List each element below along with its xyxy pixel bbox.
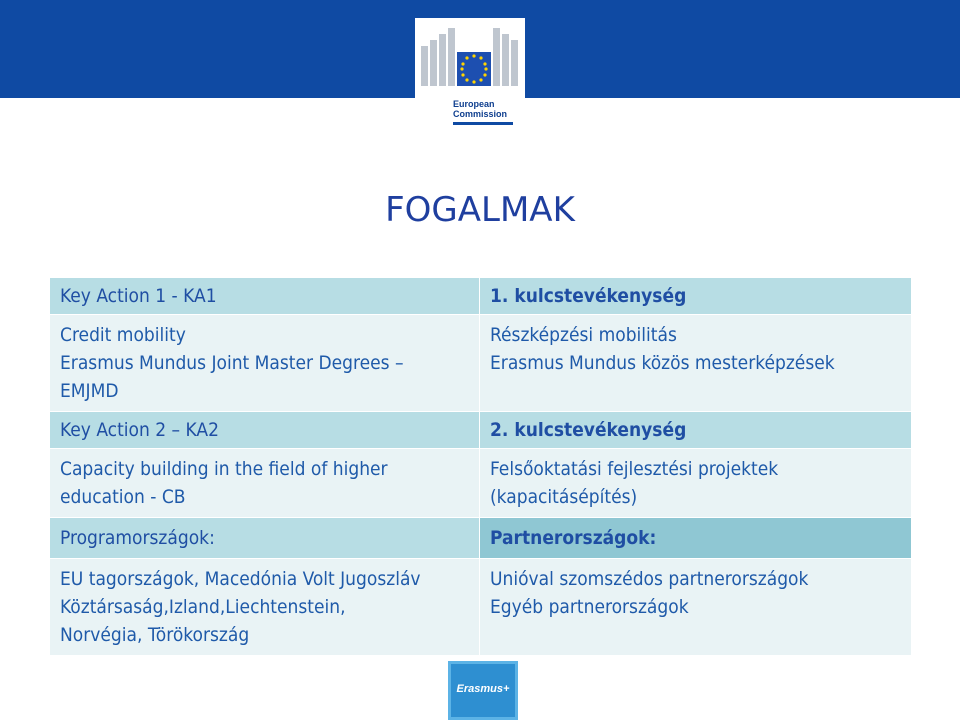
european-commission-logo (415, 18, 525, 130)
logo-text (453, 99, 507, 119)
table-cell-left: EU tagországok, Macedónia Volt Jugoszláv Köztársaság,Izland,Liechtenstein, Norvégia, Törökország (50, 559, 480, 656)
table-row (50, 315, 912, 412)
table-cell-right: Unióval szomszédos partnerországok Egyéb partnerországok (480, 559, 912, 656)
erasmus-plus-label: Erasmus+ (456, 683, 510, 695)
table-row (50, 278, 912, 315)
logo-line-1: European (453, 99, 495, 109)
concepts-table (49, 277, 912, 656)
table-row (50, 449, 912, 518)
table-cell-right: 1. kulcstevékenység (480, 278, 912, 315)
table-cell-right: Részképzési mobilitás Erasmus Mundus közös mesterképzések (480, 315, 912, 412)
table-cell-left: Capacity building in the field of higher education - CB (50, 449, 480, 518)
table-cell-right: Partnerországok: (480, 518, 912, 559)
table-cell-right: 2. kulcstevékenység (480, 412, 912, 449)
erasmus-plus-badge (448, 661, 518, 720)
table-cell-left: Key Action 2 – KA2 (50, 412, 480, 449)
table-cell-left: Credit mobility Erasmus Mundus Joint Master Degrees – EMJMD (50, 315, 480, 412)
page-title: FOGALMAK (385, 190, 575, 230)
table-row (50, 412, 912, 449)
table-cell-right: Felsőoktatási fejlesztési projektek (kapacitásépítés) (480, 449, 912, 518)
table-cell-left: Key Action 1 - KA1 (50, 278, 480, 315)
table-row (50, 518, 912, 559)
logo-underline (453, 122, 513, 125)
table-row (50, 559, 912, 656)
table-cell-left: Programországok: (50, 518, 480, 559)
berlaymont-building-icon (415, 18, 525, 98)
logo-line-2: Commission (453, 109, 508, 119)
